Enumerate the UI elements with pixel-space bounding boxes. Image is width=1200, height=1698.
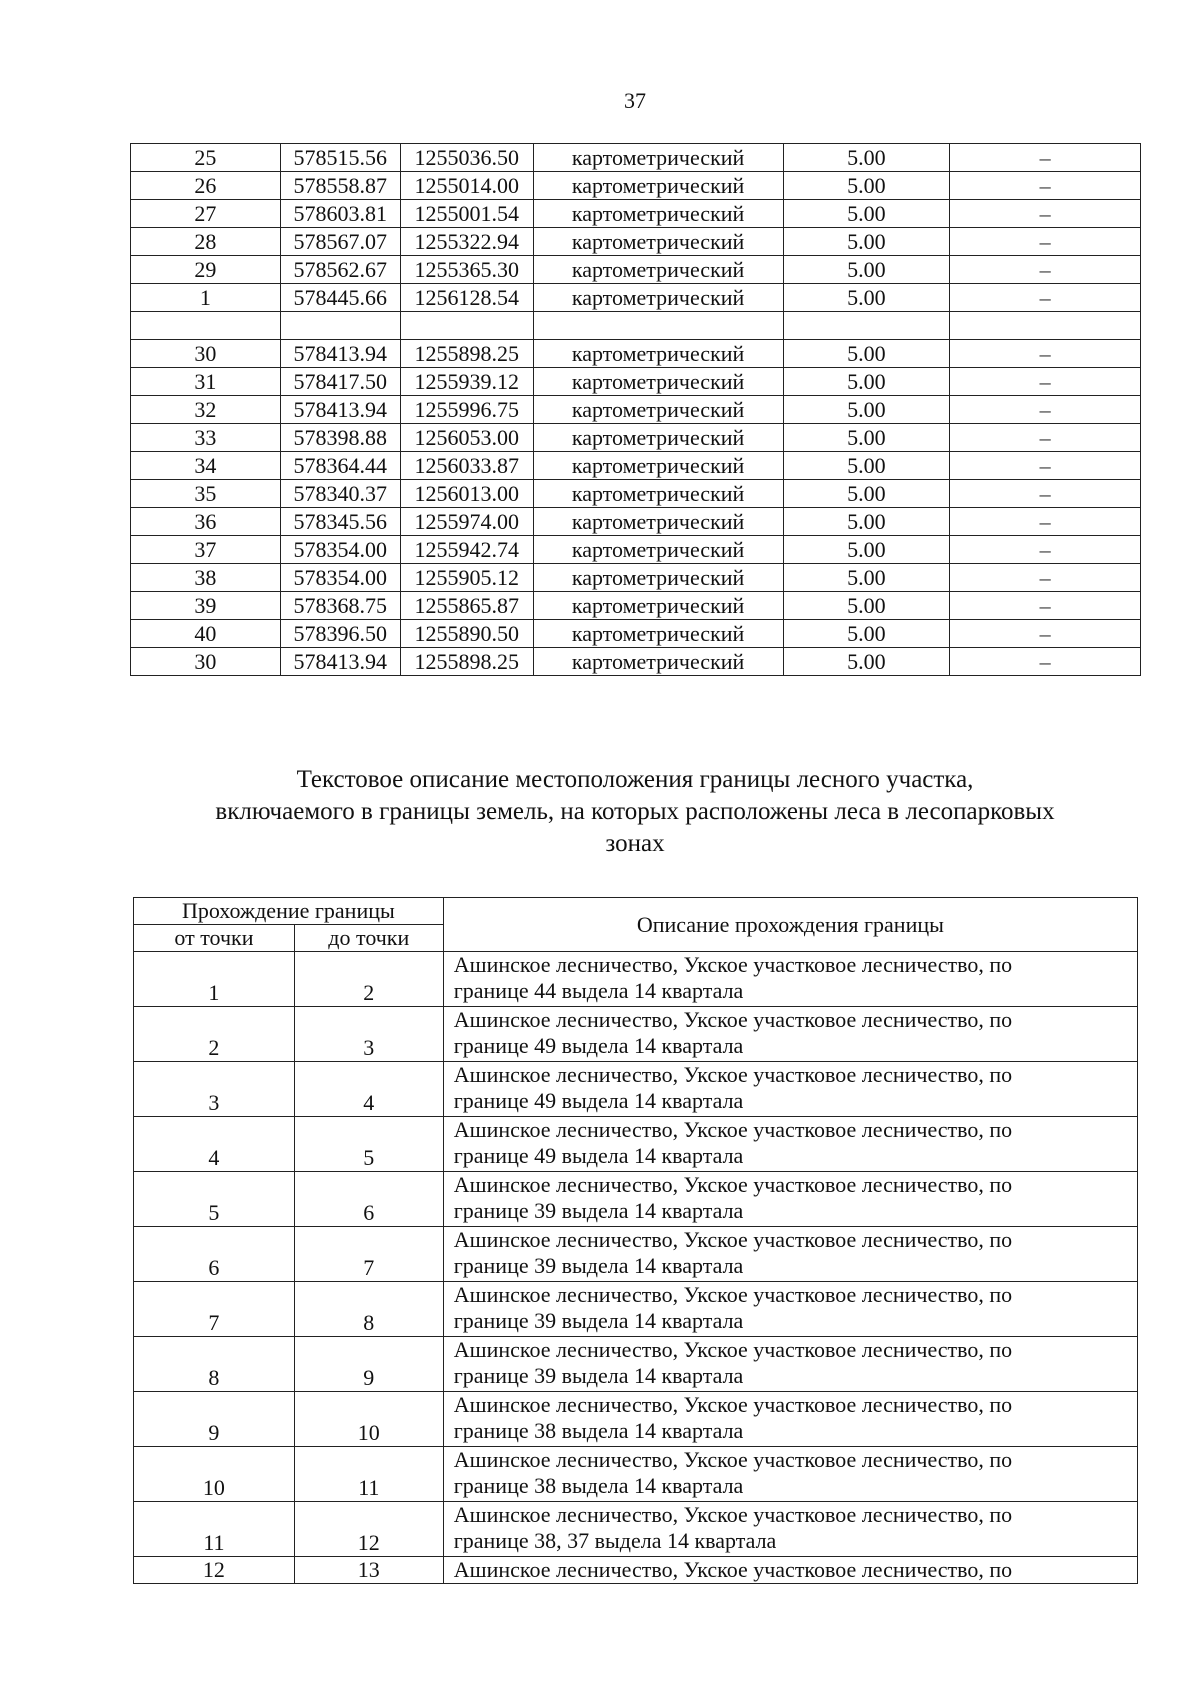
- accuracy-cell: 5.00: [783, 172, 950, 200]
- note-cell: –: [950, 256, 1141, 284]
- note-cell: –: [950, 396, 1141, 424]
- point-number-cell: 34: [131, 452, 281, 480]
- from-point-cell: 12: [134, 1557, 295, 1584]
- description-cell: [443, 1062, 1137, 1117]
- y-coordinate-cell: 1255898.25: [400, 340, 533, 368]
- table-row: [131, 592, 1141, 620]
- table-row: [131, 648, 1141, 676]
- to-point-cell: 7: [294, 1227, 443, 1282]
- to-point-cell: 5: [294, 1117, 443, 1172]
- description-line-1: Ашинское лесничество, Укское участковое лесничество, по: [453, 1227, 1013, 1252]
- method-cell: картометрический: [533, 144, 783, 172]
- note-cell: –: [950, 368, 1141, 396]
- description-line-2: границе 49 выдела 14 квартала: [453, 1088, 744, 1113]
- header-boundary-passage: Прохождение границы: [134, 898, 444, 925]
- point-number-cell: [131, 312, 281, 340]
- x-coordinate-cell: [280, 312, 400, 340]
- to-point-cell: 4: [294, 1062, 443, 1117]
- point-number-cell: 29: [131, 256, 281, 284]
- coordinates-table-body: [131, 144, 1141, 676]
- method-cell: картометрический: [533, 452, 783, 480]
- table-row: [134, 1557, 1138, 1584]
- method-cell: картометрический: [533, 424, 783, 452]
- accuracy-cell: 5.00: [783, 340, 950, 368]
- from-point-cell: 4: [134, 1117, 295, 1172]
- table-row: [131, 368, 1141, 396]
- description-line-1: Ашинское лесничество, Укское участковое лесничество, по: [453, 1062, 1013, 1087]
- note-cell: –: [950, 564, 1141, 592]
- y-coordinate-cell: [400, 312, 533, 340]
- accuracy-cell: 5.00: [783, 228, 950, 256]
- table-row: [134, 1227, 1138, 1282]
- accuracy-cell: 5.00: [783, 452, 950, 480]
- section-heading-line-1: Текстовое описание местоположения границы лесного участка,: [296, 766, 974, 793]
- point-number-cell: 31: [131, 368, 281, 396]
- note-cell: –: [950, 620, 1141, 648]
- header-from-point: от точки: [134, 925, 295, 952]
- to-point-cell: 13: [294, 1557, 443, 1584]
- x-coordinate-cell: 578445.66: [280, 284, 400, 312]
- note-cell: –: [950, 480, 1141, 508]
- description-cell: [443, 1007, 1137, 1062]
- table-row: [134, 952, 1138, 1007]
- table-row: [134, 1062, 1138, 1117]
- y-coordinate-cell: 1255322.94: [400, 228, 533, 256]
- method-cell: картометрический: [533, 536, 783, 564]
- note-cell: –: [950, 144, 1141, 172]
- description-cell: [443, 1172, 1137, 1227]
- from-point-cell: 1: [134, 952, 295, 1007]
- table-row: [131, 620, 1141, 648]
- accuracy-cell: 5.00: [783, 368, 950, 396]
- description-cell: [443, 1282, 1137, 1337]
- description-line-1: Ашинское лесничество, Укское участковое лесничество, по: [453, 1502, 1013, 1527]
- table-row: [131, 480, 1141, 508]
- accuracy-cell: 5.00: [783, 396, 950, 424]
- note-cell: –: [950, 508, 1141, 536]
- table-row: [131, 536, 1141, 564]
- from-point-cell: 9: [134, 1392, 295, 1447]
- point-number-cell: 27: [131, 200, 281, 228]
- table-row: [134, 1502, 1138, 1557]
- description-cell: [443, 1117, 1137, 1172]
- header-description: Описание прохождения границы: [443, 898, 1137, 952]
- from-point-cell: 3: [134, 1062, 295, 1117]
- method-cell: картометрический: [533, 648, 783, 676]
- table-row: [134, 1392, 1138, 1447]
- accuracy-cell: 5.00: [783, 648, 950, 676]
- accuracy-cell: 5.00: [783, 200, 950, 228]
- x-coordinate-cell: 578562.67: [280, 256, 400, 284]
- to-point-cell: 6: [294, 1172, 443, 1227]
- note-cell: –: [950, 536, 1141, 564]
- table-row: [134, 1007, 1138, 1062]
- y-coordinate-cell: 1255365.30: [400, 256, 533, 284]
- table-row: [131, 340, 1141, 368]
- accuracy-cell: 5.00: [783, 424, 950, 452]
- x-coordinate-cell: 578413.94: [280, 396, 400, 424]
- from-point-cell: 6: [134, 1227, 295, 1282]
- to-point-cell: 12: [294, 1502, 443, 1557]
- point-number-cell: 26: [131, 172, 281, 200]
- section-heading-line-3: зонах: [605, 830, 665, 857]
- table-row: [131, 508, 1141, 536]
- from-point-cell: 2: [134, 1007, 295, 1062]
- point-number-cell: 25: [131, 144, 281, 172]
- y-coordinate-cell: 1255939.12: [400, 368, 533, 396]
- point-number-cell: 30: [131, 340, 281, 368]
- description-line-1: Ашинское лесничество, Укское участковое лесничество, по: [453, 1007, 1013, 1032]
- x-coordinate-cell: 578364.44: [280, 452, 400, 480]
- x-coordinate-cell: 578398.88: [280, 424, 400, 452]
- coordinates-table: [130, 143, 1141, 676]
- x-coordinate-cell: 578603.81: [280, 200, 400, 228]
- table-row: [134, 1282, 1138, 1337]
- description-line-2: границе 38 выдела 14 квартала: [453, 1473, 744, 1498]
- description-line-2: границе 49 выдела 14 квартала: [453, 1143, 744, 1168]
- y-coordinate-cell: 1256128.54: [400, 284, 533, 312]
- x-coordinate-cell: 578515.56: [280, 144, 400, 172]
- point-number-cell: 30: [131, 648, 281, 676]
- description-line-2: границе 38 выдела 14 квартала: [453, 1418, 744, 1443]
- method-cell: картометрический: [533, 228, 783, 256]
- table-row: [131, 256, 1141, 284]
- y-coordinate-cell: 1255014.00: [400, 172, 533, 200]
- x-coordinate-cell: 578340.37: [280, 480, 400, 508]
- y-coordinate-cell: 1255942.74: [400, 536, 533, 564]
- method-cell: картометрический: [533, 396, 783, 424]
- description-line-2: границе 49 выдела 14 квартала: [453, 1033, 744, 1058]
- from-point-cell: 5: [134, 1172, 295, 1227]
- table-row: [131, 172, 1141, 200]
- method-cell: картометрический: [533, 368, 783, 396]
- note-cell: [950, 312, 1141, 340]
- point-number-cell: 33: [131, 424, 281, 452]
- y-coordinate-cell: 1255865.87: [400, 592, 533, 620]
- accuracy-cell: 5.00: [783, 536, 950, 564]
- table-row: [131, 396, 1141, 424]
- to-point-cell: 2: [294, 952, 443, 1007]
- x-coordinate-cell: 578354.00: [280, 536, 400, 564]
- accuracy-cell: 5.00: [783, 508, 950, 536]
- method-cell: картометрический: [533, 200, 783, 228]
- accuracy-cell: 5.00: [783, 620, 950, 648]
- description-line-2: границе 39 выдела 14 квартала: [453, 1198, 744, 1223]
- from-point-cell: 11: [134, 1502, 295, 1557]
- table-row: [131, 144, 1141, 172]
- description-line-1: Ашинское лесничество, Укское участковое лесничество, по: [453, 952, 1013, 977]
- boundary-description-table: [133, 897, 1138, 1584]
- point-number-cell: 1: [131, 284, 281, 312]
- x-coordinate-cell: 578558.87: [280, 172, 400, 200]
- table-row: [131, 228, 1141, 256]
- note-cell: –: [950, 172, 1141, 200]
- from-point-cell: 10: [134, 1447, 295, 1502]
- method-cell: картометрический: [533, 284, 783, 312]
- x-coordinate-cell: 578354.00: [280, 564, 400, 592]
- description-line-2: границе 38, 37 выдела 14 квартала: [453, 1528, 777, 1553]
- y-coordinate-cell: 1256033.87: [400, 452, 533, 480]
- y-coordinate-cell: 1255898.25: [400, 648, 533, 676]
- description-cell: [443, 1557, 1137, 1584]
- accuracy-cell: 5.00: [783, 480, 950, 508]
- y-coordinate-cell: 1256013.00: [400, 480, 533, 508]
- accuracy-cell: 5.00: [783, 592, 950, 620]
- description-cell: [443, 1392, 1137, 1447]
- x-coordinate-cell: 578368.75: [280, 592, 400, 620]
- table-row: [134, 1172, 1138, 1227]
- point-number-cell: 35: [131, 480, 281, 508]
- to-point-cell: 3: [294, 1007, 443, 1062]
- y-coordinate-cell: 1255036.50: [400, 144, 533, 172]
- description-line-2: границе 39 выдела 14 квартала: [453, 1253, 744, 1278]
- table-row: [134, 1117, 1138, 1172]
- table-row: [131, 452, 1141, 480]
- point-number-cell: 32: [131, 396, 281, 424]
- description-cell: [443, 1227, 1137, 1282]
- table-row: [131, 284, 1141, 312]
- method-cell: картометрический: [533, 340, 783, 368]
- boundary-description-table-body: [134, 952, 1138, 1584]
- description-cell: [443, 1502, 1137, 1557]
- table-row: [134, 1337, 1138, 1392]
- description-cell: [443, 1447, 1137, 1502]
- note-cell: –: [950, 340, 1141, 368]
- description-line-1: Ашинское лесничество, Укское участковое лесничество, по: [453, 1447, 1013, 1472]
- table-row: [131, 424, 1141, 452]
- method-cell: [533, 312, 783, 340]
- note-cell: –: [950, 592, 1141, 620]
- table-row: [131, 200, 1141, 228]
- method-cell: картометрический: [533, 592, 783, 620]
- table-row: [131, 564, 1141, 592]
- y-coordinate-cell: 1255996.75: [400, 396, 533, 424]
- note-cell: –: [950, 284, 1141, 312]
- description-line-2: границе 44 выдела 14 квартала: [453, 978, 744, 1003]
- point-number-cell: 39: [131, 592, 281, 620]
- point-number-cell: 38: [131, 564, 281, 592]
- boundary-description-table-head: [134, 898, 1138, 952]
- description-line-1: Ашинское лесничество, Укское участковое лесничество, по: [453, 1337, 1013, 1362]
- x-coordinate-cell: 578345.56: [280, 508, 400, 536]
- point-number-cell: 37: [131, 536, 281, 564]
- note-cell: –: [950, 648, 1141, 676]
- description-line-1: Ашинское лесничество, Укское участковое лесничество, по: [453, 1117, 1013, 1142]
- note-cell: –: [950, 452, 1141, 480]
- description-line-1: Ашинское лесничество, Укское участковое лесничество, по: [453, 1557, 1013, 1582]
- point-number-cell: 36: [131, 508, 281, 536]
- page-number: 37: [624, 88, 646, 113]
- y-coordinate-cell: 1255974.00: [400, 508, 533, 536]
- description-line-1: Ашинское лесничество, Укское участковое лесничество, по: [453, 1392, 1013, 1417]
- method-cell: картометрический: [533, 564, 783, 592]
- accuracy-cell: 5.00: [783, 284, 950, 312]
- y-coordinate-cell: 1255890.50: [400, 620, 533, 648]
- x-coordinate-cell: 578413.94: [280, 340, 400, 368]
- note-cell: –: [950, 424, 1141, 452]
- from-point-cell: 8: [134, 1337, 295, 1392]
- to-point-cell: 11: [294, 1447, 443, 1502]
- description-line-2: границе 39 выдела 14 квартала: [453, 1363, 744, 1388]
- y-coordinate-cell: 1255905.12: [400, 564, 533, 592]
- x-coordinate-cell: 578413.94: [280, 648, 400, 676]
- x-coordinate-cell: 578567.07: [280, 228, 400, 256]
- method-cell: картометрический: [533, 172, 783, 200]
- from-point-cell: 7: [134, 1282, 295, 1337]
- to-point-cell: 10: [294, 1392, 443, 1447]
- section-heading: [150, 764, 1120, 860]
- description-cell: [443, 952, 1137, 1007]
- accuracy-cell: 5.00: [783, 564, 950, 592]
- accuracy-cell: 5.00: [783, 144, 950, 172]
- point-number-cell: 40: [131, 620, 281, 648]
- to-point-cell: 9: [294, 1337, 443, 1392]
- accuracy-cell: 5.00: [783, 256, 950, 284]
- to-point-cell: 8: [294, 1282, 443, 1337]
- x-coordinate-cell: 578396.50: [280, 620, 400, 648]
- method-cell: картометрический: [533, 508, 783, 536]
- description-line-1: Ашинское лесничество, Укское участковое лесничество, по: [453, 1282, 1013, 1307]
- note-cell: –: [950, 228, 1141, 256]
- x-coordinate-cell: 578417.50: [280, 368, 400, 396]
- method-cell: картометрический: [533, 620, 783, 648]
- description-line-1: Ашинское лесничество, Укское участковое лесничество, по: [453, 1172, 1013, 1197]
- header-to-point: до точки: [294, 925, 443, 952]
- method-cell: картометрический: [533, 256, 783, 284]
- point-number-cell: 28: [131, 228, 281, 256]
- note-cell: –: [950, 200, 1141, 228]
- accuracy-cell: [783, 312, 950, 340]
- section-heading-line-2: включаемого в границы земель, на которых расположены леса в лесопарковых: [215, 798, 1055, 825]
- y-coordinate-cell: 1255001.54: [400, 200, 533, 228]
- method-cell: картометрический: [533, 480, 783, 508]
- description-line-2: границе 39 выдела 14 квартала: [453, 1308, 744, 1333]
- y-coordinate-cell: 1256053.00: [400, 424, 533, 452]
- description-cell: [443, 1337, 1137, 1392]
- table-row: [134, 1447, 1138, 1502]
- table-row: [131, 312, 1141, 340]
